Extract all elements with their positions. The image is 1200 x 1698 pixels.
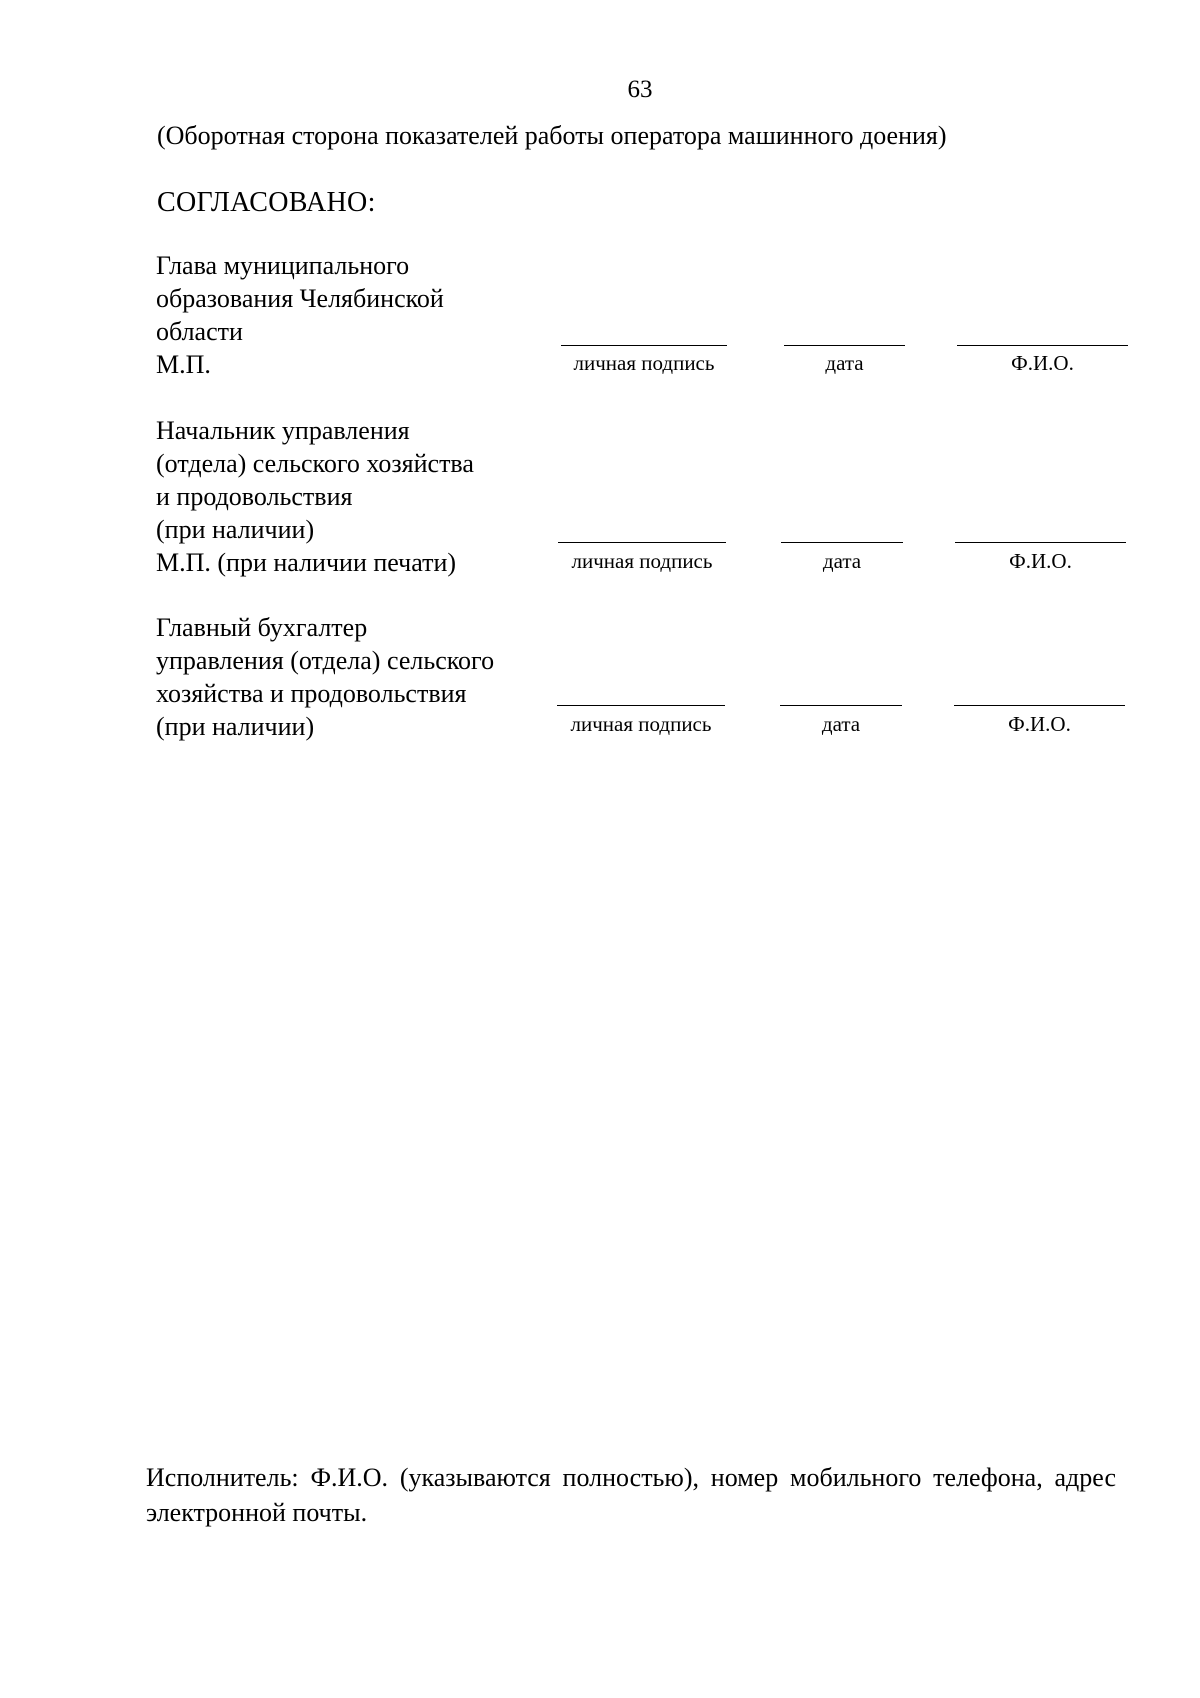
name-line [957, 345, 1128, 346]
name-caption: Ф.И.О. [1009, 549, 1072, 573]
signatory-line: Глава муниципального [156, 251, 410, 280]
signatory-line: управления (отдела) сельского [156, 646, 495, 675]
signatory-line: М.П. (при наличии печати) [156, 548, 457, 577]
signatory-block-agriculture-head [156, 414, 474, 579]
signature-line [558, 542, 726, 543]
signatory-line: и продовольствия [156, 482, 353, 511]
signatory-line: (при наличии) [156, 515, 315, 544]
signature-line [557, 705, 725, 706]
page-number: 63 [627, 76, 653, 103]
date-line [784, 345, 905, 346]
signature-caption: личная подпись [570, 712, 712, 736]
signatory-line: Начальник управления [156, 416, 410, 445]
executor-note: Исполнитель: Ф.И.О. (указываются полностью), номер мобильного телефона, адрес электронной почты. [146, 1463, 1116, 1527]
signature-caption: личная подпись [573, 351, 715, 375]
signature-line [561, 345, 727, 346]
name-caption: Ф.И.О. [1011, 351, 1074, 375]
date-line [780, 705, 902, 706]
signatory-line: хозяйства и продовольствия [156, 679, 467, 708]
signatory-line: образования Челябинской [156, 284, 444, 313]
name-caption: Ф.И.О. [1008, 712, 1071, 736]
date-caption: дата [821, 712, 861, 736]
name-line [955, 542, 1126, 543]
signatory-block-municipal-head [156, 249, 444, 381]
signatory-line: (при наличии) [156, 712, 315, 741]
approval-heading: СОГЛАСОВАНО: [157, 187, 376, 218]
date-line [781, 542, 903, 543]
date-caption: дата [822, 549, 862, 573]
signatory-line: области [156, 317, 243, 346]
date-caption: дата [825, 351, 864, 375]
signature-caption: личная подпись [571, 549, 713, 573]
name-line [954, 705, 1125, 706]
signatory-line: (отдела) сельского хозяйства [156, 449, 474, 478]
signatory-line: М.П. [156, 350, 211, 379]
signatory-block-chief-accountant [156, 611, 494, 743]
document-subtitle: (Оборотная сторона показателей работы оператора машинного доения) [157, 121, 947, 150]
signatory-line: Главный бухгалтер [156, 613, 368, 642]
